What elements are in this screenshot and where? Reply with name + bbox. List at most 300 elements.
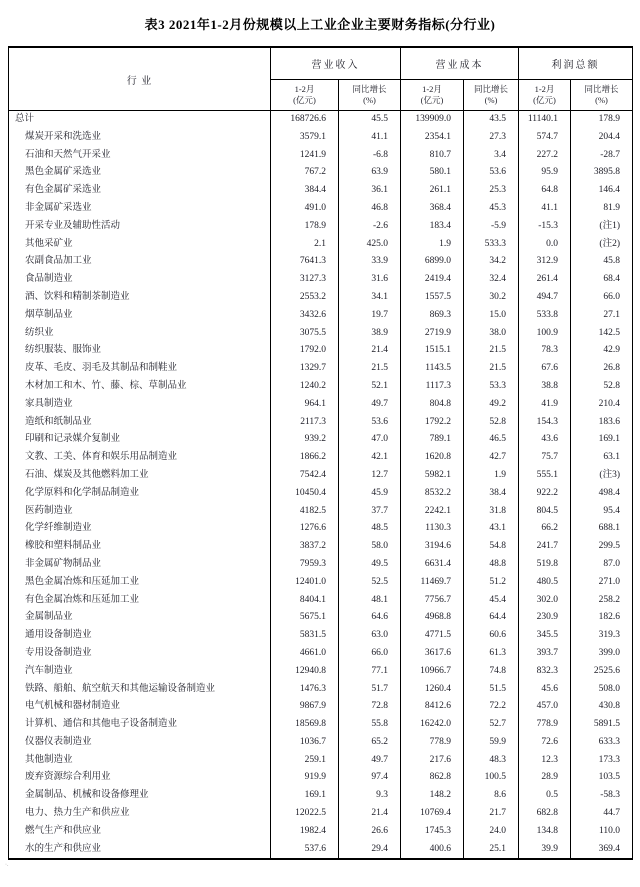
value-cell: 178.9 [571, 111, 633, 129]
value-cell: 51.2 [464, 574, 519, 592]
value-cell: 169.1 [571, 431, 633, 449]
table-row [9, 431, 633, 449]
value-cell: 261.4 [519, 271, 571, 289]
value-cell: 1476.3 [271, 681, 339, 699]
col-header-line1: 1-2月 [294, 83, 315, 94]
value-cell: 5982.1 [401, 467, 464, 485]
industry-column-header: 行 业 [9, 47, 271, 111]
value-cell: 148.2 [401, 787, 464, 805]
industry-cell: 专用设备制造业 [9, 645, 271, 663]
value-cell: 11469.7 [401, 574, 464, 592]
value-cell: 2553.2 [271, 289, 339, 307]
value-cell: 1117.3 [401, 378, 464, 396]
value-cell: (注3) [571, 467, 633, 485]
col-header-profit-growth [571, 80, 633, 111]
value-cell: 47.0 [339, 431, 401, 449]
value-cell: 67.6 [519, 360, 571, 378]
table-row [9, 698, 633, 716]
value-cell: 1143.5 [401, 360, 464, 378]
value-cell: 312.9 [519, 253, 571, 271]
value-cell: 42.9 [571, 342, 633, 360]
value-cell: 369.4 [571, 841, 633, 860]
value-cell: 3194.6 [401, 538, 464, 556]
value-cell: -2.6 [339, 218, 401, 236]
value-cell: 1866.2 [271, 449, 339, 467]
value-cell: 43.5 [464, 111, 519, 129]
industry-cell: 其他采矿业 [9, 236, 271, 254]
industry-cell: 电气机械和器材制造业 [9, 698, 271, 716]
value-cell: 66.0 [571, 289, 633, 307]
value-cell: 38.8 [519, 378, 571, 396]
value-cell: 533.3 [464, 236, 519, 254]
value-cell: 6631.4 [401, 556, 464, 574]
value-cell: 8.6 [464, 787, 519, 805]
value-cell: 95.4 [571, 503, 633, 521]
industry-cell: 化学原料和化学制品制造业 [9, 485, 271, 503]
value-cell: 3837.2 [271, 538, 339, 556]
table-row [9, 147, 633, 165]
value-cell: 60.6 [464, 627, 519, 645]
value-cell: 27.1 [571, 307, 633, 325]
value-cell: 49.5 [339, 556, 401, 574]
value-cell: 12.7 [339, 467, 401, 485]
value-cell: 48.1 [339, 592, 401, 610]
col-header-line2: (%) [484, 95, 498, 105]
table-row [9, 218, 633, 236]
value-cell: 1792.2 [401, 414, 464, 432]
col-header-line1: 同比增长 [352, 83, 387, 94]
industry-cell: 印刷和记录媒介复制业 [9, 431, 271, 449]
value-cell: 49.7 [339, 396, 401, 414]
value-cell: 72.2 [464, 698, 519, 716]
col-header-revenue-growth [339, 80, 401, 111]
value-cell: 78.3 [519, 342, 571, 360]
value-cell: 52.7 [464, 716, 519, 734]
value-cell: 49.7 [339, 752, 401, 770]
value-cell: 178.9 [271, 218, 339, 236]
value-cell: 75.7 [519, 449, 571, 467]
value-cell: -28.7 [571, 147, 633, 165]
col-header-line2: (亿元) [420, 95, 444, 105]
value-cell: 173.3 [571, 752, 633, 770]
industry-cell: 石油、煤炭及其他燃料加工业 [9, 467, 271, 485]
value-cell: 1792.0 [271, 342, 339, 360]
industry-cell: 总计 [9, 111, 271, 129]
value-cell: 45.9 [339, 485, 401, 503]
industry-cell: 金属制品业 [9, 609, 271, 627]
table-row [9, 609, 633, 627]
document-page [0, 14, 640, 887]
industry-cell: 汽车制造业 [9, 663, 271, 681]
industry-cell: 纺织业 [9, 325, 271, 343]
value-cell: 169.1 [271, 787, 339, 805]
value-cell: 1557.5 [401, 289, 464, 307]
value-cell: 51.5 [464, 681, 519, 699]
value-cell: 4968.8 [401, 609, 464, 627]
value-cell: 26.8 [571, 360, 633, 378]
value-cell: 52.5 [339, 574, 401, 592]
industry-cell: 非金属矿物制品业 [9, 556, 271, 574]
value-cell: 0.5 [519, 787, 571, 805]
value-cell: 25.1 [464, 841, 519, 860]
industry-cell: 燃气生产和供应业 [9, 823, 271, 841]
value-cell: 3.4 [464, 147, 519, 165]
value-cell: 61.3 [464, 645, 519, 663]
value-cell: 258.2 [571, 592, 633, 610]
value-cell: 2419.4 [401, 271, 464, 289]
col-header-line2: (%) [363, 95, 376, 105]
value-cell: 68.4 [571, 271, 633, 289]
value-cell: 1515.1 [401, 342, 464, 360]
col-header-cost-amount [401, 80, 464, 111]
value-cell: 43.1 [464, 520, 519, 538]
value-cell: 64.4 [464, 609, 519, 627]
value-cell: 1240.2 [271, 378, 339, 396]
value-cell: 25.3 [464, 182, 519, 200]
value-cell: 555.1 [519, 467, 571, 485]
value-cell: 87.0 [571, 556, 633, 574]
value-cell: 2.1 [271, 236, 339, 254]
value-cell: 5891.5 [571, 716, 633, 734]
value-cell: 399.0 [571, 645, 633, 663]
industry-cell: 纺织服装、服饰业 [9, 342, 271, 360]
value-cell: 46.8 [339, 200, 401, 218]
group-header-cost: 营业成本 [401, 47, 519, 80]
value-cell: 134.8 [519, 823, 571, 841]
value-cell: -15.3 [519, 218, 571, 236]
value-cell: 72.6 [519, 734, 571, 752]
value-cell: 8404.1 [271, 592, 339, 610]
value-cell: 227.2 [519, 147, 571, 165]
table-row [9, 787, 633, 805]
value-cell: 63.1 [571, 449, 633, 467]
table-row [9, 307, 633, 325]
value-cell: 21.4 [339, 342, 401, 360]
value-cell: 66.2 [519, 520, 571, 538]
table-row [9, 111, 633, 129]
value-cell: 63.9 [339, 164, 401, 182]
value-cell: 4661.0 [271, 645, 339, 663]
page-bottom-smudge: ·. [5, 862, 9, 869]
table-row [9, 752, 633, 770]
col-header-revenue-amount [271, 80, 339, 111]
page-title: 表3 2021年1-2月份规模以上工业企业主要财务指标(分行业) [144, 17, 496, 32]
value-cell: 41.9 [519, 396, 571, 414]
col-header-line2: (亿元) [533, 95, 556, 105]
industry-cell: 食品制造业 [9, 271, 271, 289]
industry-cell: 烟草制品业 [9, 307, 271, 325]
value-cell: 368.4 [401, 200, 464, 218]
col-header-cost-growth [464, 80, 519, 111]
industry-cell: 皮革、毛皮、羽毛及其制品和制鞋业 [9, 360, 271, 378]
value-cell: 9867.9 [271, 698, 339, 716]
value-cell: 30.2 [464, 289, 519, 307]
value-cell: 58.0 [339, 538, 401, 556]
value-cell: 65.2 [339, 734, 401, 752]
value-cell: 2242.1 [401, 503, 464, 521]
table-row [9, 663, 633, 681]
value-cell: 41.1 [339, 129, 401, 147]
value-cell: 533.8 [519, 307, 571, 325]
table-row [9, 769, 633, 787]
table-row [9, 467, 633, 485]
value-cell: 74.8 [464, 663, 519, 681]
financial-indicators-table [8, 46, 633, 860]
value-cell: 21.5 [464, 342, 519, 360]
value-cell: 24.0 [464, 823, 519, 841]
value-cell: 217.6 [401, 752, 464, 770]
value-cell: 12940.8 [271, 663, 339, 681]
industry-cell: 酒、饮料和精制茶制造业 [9, 289, 271, 307]
value-cell: 922.2 [519, 485, 571, 503]
table-row [9, 414, 633, 432]
value-cell: 271.0 [571, 574, 633, 592]
value-cell: 21.4 [339, 805, 401, 823]
value-cell: 6899.0 [401, 253, 464, 271]
table-row [9, 253, 633, 271]
value-cell: 154.3 [519, 414, 571, 432]
value-cell: 12401.0 [271, 574, 339, 592]
col-header-line1: 1-2月 [422, 83, 442, 94]
value-cell: 2117.3 [271, 414, 339, 432]
table-row [9, 378, 633, 396]
value-cell: 457.0 [519, 698, 571, 716]
industry-cell: 木材加工和木、竹、藤、棕、草制品业 [9, 378, 271, 396]
industry-cell: 通用设备制造业 [9, 627, 271, 645]
value-cell: 9.3 [339, 787, 401, 805]
value-cell: 36.1 [339, 182, 401, 200]
value-cell: 55.8 [339, 716, 401, 734]
value-cell: 7756.7 [401, 592, 464, 610]
value-cell: 2525.6 [571, 663, 633, 681]
value-cell: 52.8 [464, 414, 519, 432]
industry-cell: 煤炭开采和洗选业 [9, 129, 271, 147]
value-cell: 384.4 [271, 182, 339, 200]
value-cell: 3432.6 [271, 307, 339, 325]
value-cell: 1329.7 [271, 360, 339, 378]
value-cell: 53.6 [339, 414, 401, 432]
value-cell: 37.7 [339, 503, 401, 521]
value-cell: 64.8 [519, 182, 571, 200]
industry-cell: 石油和天然气开采业 [9, 147, 271, 165]
value-cell: 7641.3 [271, 253, 339, 271]
industry-cell: 黑色金属矿采选业 [9, 164, 271, 182]
value-cell: 45.4 [464, 592, 519, 610]
table-row [9, 503, 633, 521]
value-cell: 182.6 [571, 609, 633, 627]
industry-cell: 文教、工美、体育和娱乐用品制造业 [9, 449, 271, 467]
value-cell: 48.3 [464, 752, 519, 770]
table-row [9, 325, 633, 343]
value-cell: 59.9 [464, 734, 519, 752]
value-cell: 5831.5 [271, 627, 339, 645]
value-cell: 1130.3 [401, 520, 464, 538]
value-cell: 964.1 [271, 396, 339, 414]
value-cell: 241.7 [519, 538, 571, 556]
table-row [9, 592, 633, 610]
value-cell: 142.5 [571, 325, 633, 343]
table-row [9, 396, 633, 414]
value-cell: 1241.9 [271, 147, 339, 165]
industry-cell: 其他制造业 [9, 752, 271, 770]
value-cell: 2719.9 [401, 325, 464, 343]
value-cell: 810.7 [401, 147, 464, 165]
col-header-line2: (亿元) [293, 95, 316, 105]
value-cell: 103.5 [571, 769, 633, 787]
table-row [9, 734, 633, 752]
value-cell: 15.0 [464, 307, 519, 325]
value-cell: 38.4 [464, 485, 519, 503]
value-cell: 230.9 [519, 609, 571, 627]
value-cell: 4771.5 [401, 627, 464, 645]
value-cell: 52.8 [571, 378, 633, 396]
value-cell: 110.0 [571, 823, 633, 841]
value-cell: 1.9 [401, 236, 464, 254]
value-cell: 3075.5 [271, 325, 339, 343]
value-cell: 302.0 [519, 592, 571, 610]
value-cell: 38.0 [464, 325, 519, 343]
group-header-revenue: 营业收入 [271, 47, 401, 80]
value-cell: 1620.8 [401, 449, 464, 467]
value-cell: 19.7 [339, 307, 401, 325]
table-row [9, 627, 633, 645]
industry-cell: 电力、热力生产和供应业 [9, 805, 271, 823]
value-cell: 1745.3 [401, 823, 464, 841]
industry-cell: 仪器仪表制造业 [9, 734, 271, 752]
value-cell: 919.9 [271, 769, 339, 787]
table-row [9, 342, 633, 360]
value-cell: 299.5 [571, 538, 633, 556]
value-cell: 45.6 [519, 681, 571, 699]
value-cell: 0.0 [519, 236, 571, 254]
value-cell: 29.4 [339, 841, 401, 860]
value-cell: 34.2 [464, 253, 519, 271]
table-row [9, 360, 633, 378]
table-row [9, 556, 633, 574]
value-cell: 54.8 [464, 538, 519, 556]
value-cell: 4182.5 [271, 503, 339, 521]
value-cell: 832.3 [519, 663, 571, 681]
value-cell: 26.6 [339, 823, 401, 841]
value-cell: 21.5 [464, 360, 519, 378]
col-header-profit-amount [519, 80, 571, 111]
value-cell: 97.4 [339, 769, 401, 787]
value-cell: 8412.6 [401, 698, 464, 716]
value-cell: 345.5 [519, 627, 571, 645]
value-cell: 519.8 [519, 556, 571, 574]
value-cell: 319.3 [571, 627, 633, 645]
value-cell: 95.9 [519, 164, 571, 182]
value-cell: 31.8 [464, 503, 519, 521]
table-row [9, 164, 633, 182]
value-cell: 72.8 [339, 698, 401, 716]
value-cell: 3127.3 [271, 271, 339, 289]
value-cell: 12.3 [519, 752, 571, 770]
value-cell: 480.5 [519, 574, 571, 592]
value-cell: 32.4 [464, 271, 519, 289]
table-row [9, 182, 633, 200]
value-cell: 430.8 [571, 698, 633, 716]
value-cell: 537.6 [271, 841, 339, 860]
value-cell: 42.1 [339, 449, 401, 467]
value-cell: 183.4 [401, 218, 464, 236]
value-cell: 64.6 [339, 609, 401, 627]
table-row [9, 449, 633, 467]
table-row [9, 823, 633, 841]
value-cell: 183.6 [571, 414, 633, 432]
col-header-line1: 同比增长 [584, 83, 619, 94]
value-cell: 1036.7 [271, 734, 339, 752]
value-cell: 53.6 [464, 164, 519, 182]
value-cell: 804.5 [519, 503, 571, 521]
industry-cell: 医药制造业 [9, 503, 271, 521]
value-cell: 18569.8 [271, 716, 339, 734]
value-cell: 45.3 [464, 200, 519, 218]
value-cell: 7542.4 [271, 467, 339, 485]
value-cell: 259.1 [271, 752, 339, 770]
industry-cell: 金属制品、机械和设备修理业 [9, 787, 271, 805]
value-cell: -5.9 [464, 218, 519, 236]
table-row [9, 805, 633, 823]
value-cell: 28.9 [519, 769, 571, 787]
value-cell: 491.0 [271, 200, 339, 218]
group-header-profit: 利润总额 [519, 47, 633, 80]
value-cell: 508.0 [571, 681, 633, 699]
table-row [9, 574, 633, 592]
industry-cell: 有色金属冶炼和压延加工业 [9, 592, 271, 610]
table-row [9, 271, 633, 289]
value-cell: 139909.0 [401, 111, 464, 129]
value-cell: 81.9 [571, 200, 633, 218]
table-row [9, 200, 633, 218]
value-cell: 633.3 [571, 734, 633, 752]
value-cell: 574.7 [519, 129, 571, 147]
value-cell: 100.9 [519, 325, 571, 343]
value-cell: 425.0 [339, 236, 401, 254]
value-cell: 146.4 [571, 182, 633, 200]
value-cell: (注2) [571, 236, 633, 254]
value-cell: 580.1 [401, 164, 464, 182]
industry-cell: 非金属矿采选业 [9, 200, 271, 218]
col-header-line2: (%) [595, 95, 608, 105]
value-cell: 10769.4 [401, 805, 464, 823]
value-cell: 41.1 [519, 200, 571, 218]
value-cell: 778.9 [401, 734, 464, 752]
industry-cell: 有色金属矿采选业 [9, 182, 271, 200]
value-cell: 1.9 [464, 467, 519, 485]
industry-cell: 废弃资源综合利用业 [9, 769, 271, 787]
table-row [9, 129, 633, 147]
industry-cell: 橡胶和塑料制品业 [9, 538, 271, 556]
value-cell: 688.1 [571, 520, 633, 538]
value-cell: 45.8 [571, 253, 633, 271]
value-cell: 3579.1 [271, 129, 339, 147]
value-cell: 2354.1 [401, 129, 464, 147]
value-cell: 767.2 [271, 164, 339, 182]
value-cell: 10450.4 [271, 485, 339, 503]
table-row [9, 716, 633, 734]
value-cell: 34.1 [339, 289, 401, 307]
value-cell: -58.3 [571, 787, 633, 805]
value-cell: 8532.2 [401, 485, 464, 503]
value-cell: 494.7 [519, 289, 571, 307]
value-cell: 52.1 [339, 378, 401, 396]
value-cell: 45.5 [339, 111, 401, 129]
value-cell: 11140.1 [519, 111, 571, 129]
table-row [9, 645, 633, 663]
value-cell: -6.8 [339, 147, 401, 165]
table-row [9, 485, 633, 503]
